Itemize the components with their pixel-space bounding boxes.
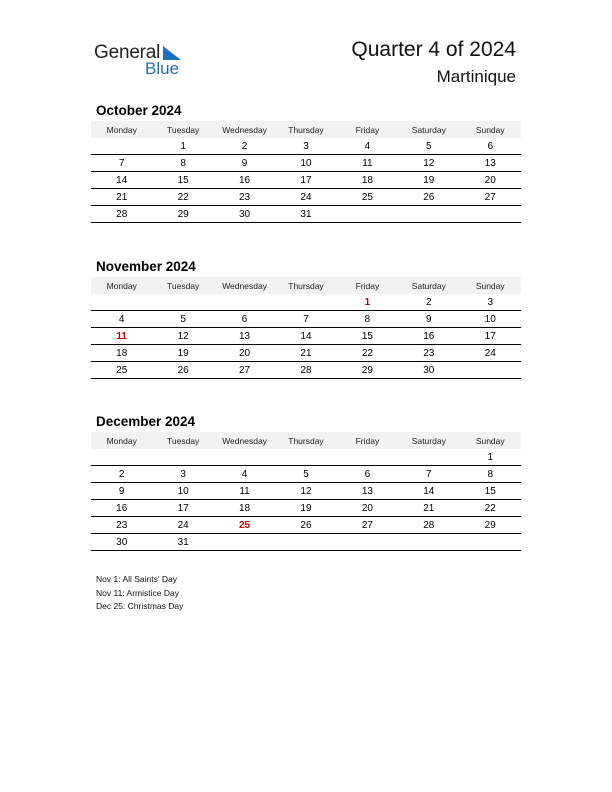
holiday-entry: Dec 25: Christmas Day <box>96 601 184 611</box>
weekday-label: Monday <box>106 435 137 446</box>
page-subtitle: Martinique <box>436 67 516 86</box>
month-title: November 2024 <box>96 259 196 274</box>
day-cell: 15 <box>361 330 373 342</box>
day-cell: 13 <box>484 157 496 169</box>
day-cell: 5 <box>303 468 309 480</box>
day-cell: 4 <box>241 468 248 480</box>
weekday-label: Wednesday <box>222 280 267 291</box>
day-cell: 23 <box>423 347 435 359</box>
day-cell: 17 <box>484 330 496 342</box>
day-cell: 10 <box>484 313 496 325</box>
week-row <box>91 189 521 206</box>
holiday-entry: Nov 1: All Saints' Day <box>96 574 177 584</box>
week-row <box>91 311 521 328</box>
day-cell: 29 <box>484 519 496 531</box>
day-cell: 18 <box>238 502 251 514</box>
day-cell: 27 <box>238 364 251 376</box>
weekday-header-row <box>91 121 521 138</box>
day-cell: 16 <box>238 174 251 186</box>
day-cell: 25 <box>116 364 128 376</box>
day-cell: 21 <box>423 502 435 514</box>
week-row <box>91 138 521 155</box>
day-cell: 30 <box>116 536 128 548</box>
weekday-label: Friday <box>355 124 380 135</box>
week-row <box>91 517 521 534</box>
week-row <box>91 483 521 500</box>
week-row <box>91 294 521 311</box>
day-cell: 28 <box>423 519 435 531</box>
day-cell: 8 <box>180 157 186 169</box>
weekday-label: Wednesday <box>222 124 267 135</box>
day-cell: 14 <box>116 174 128 186</box>
weekday-label: Thursday <box>288 435 324 446</box>
weekday-label: Monday <box>106 124 137 135</box>
day-cell: 24 <box>177 519 189 531</box>
day-cell: 11 <box>362 157 373 169</box>
weekday-label: Tuesday <box>166 124 200 135</box>
day-cell: 9 <box>118 485 125 497</box>
day-cell: 24 <box>484 347 496 359</box>
day-cell: 28 <box>300 364 312 376</box>
day-cell: 10 <box>300 157 312 169</box>
day-cell: 2 <box>426 296 432 308</box>
day-cell: 16 <box>423 330 435 342</box>
day-cell: 3 <box>180 468 186 480</box>
day-cell: 17 <box>300 174 312 186</box>
day-cell: 7 <box>426 468 432 480</box>
week-row <box>91 362 521 379</box>
logo-blue-text: Blue <box>145 59 180 78</box>
month-november <box>91 257 521 379</box>
weekday-label: Thursday <box>288 280 324 291</box>
weekday-label: Tuesday <box>166 435 200 446</box>
day-cell: 29 <box>177 208 189 220</box>
day-cell: 6 <box>241 313 248 325</box>
day-cell: 27 <box>484 191 496 203</box>
day-cell: 27 <box>361 519 373 531</box>
day-cell: 1 <box>487 451 494 463</box>
day-cell: 11 <box>239 485 250 497</box>
day-cell: 21 <box>116 191 128 203</box>
holiday-entry: Nov 11: Armistice Day <box>96 587 179 598</box>
day-cell: 30 <box>238 208 251 220</box>
day-cell: 19 <box>177 347 189 359</box>
day-cell: 29 <box>361 364 373 376</box>
day-cell: 20 <box>361 502 373 514</box>
weekday-label: Sunday <box>475 124 505 135</box>
day-cell: 20 <box>484 174 496 186</box>
weekday-label: Saturday <box>411 124 446 135</box>
weekday-label: Wednesday <box>222 435 267 446</box>
day-cell: 16 <box>116 502 128 514</box>
day-cell: 13 <box>361 485 373 497</box>
day-cell: 19 <box>423 174 435 186</box>
day-cell: 8 <box>487 468 494 480</box>
day-cell: 2 <box>118 468 125 480</box>
day-cell: 22 <box>361 347 373 359</box>
weekday-label: Saturday <box>411 280 446 291</box>
day-cell: 8 <box>364 313 371 325</box>
day-cell: 9 <box>426 313 432 325</box>
day-cell: 25 <box>361 191 373 203</box>
weekday-label: Friday <box>355 280 380 291</box>
day-cell: 26 <box>423 191 435 203</box>
holiday-list <box>96 573 183 614</box>
day-cell: 21 <box>300 347 312 359</box>
day-cell: 3 <box>487 296 494 308</box>
day-cell: 22 <box>177 191 189 203</box>
weekday-label: Sunday <box>475 435 505 446</box>
week-row <box>91 172 521 189</box>
weekday-label: Friday <box>355 435 380 446</box>
week-row <box>91 345 521 362</box>
week-row <box>91 206 521 223</box>
day-cell: 28 <box>116 208 128 220</box>
day-cell: 5 <box>426 140 432 152</box>
day-cell: 23 <box>238 191 251 203</box>
month-title: October 2024 <box>96 103 182 118</box>
day-cell: 19 <box>300 502 312 514</box>
day-cell: 18 <box>116 347 128 359</box>
day-cell: 26 <box>300 519 312 531</box>
day-cell: 12 <box>423 157 435 169</box>
day-cell: 15 <box>177 174 189 186</box>
holiday-day-cell: 1 <box>364 296 371 308</box>
week-row <box>91 500 521 517</box>
day-cell: 30 <box>423 364 435 376</box>
day-cell: 24 <box>300 191 312 203</box>
weekday-label: Tuesday <box>166 280 200 291</box>
day-cell: 5 <box>180 313 186 325</box>
day-cell: 23 <box>116 519 128 531</box>
day-cell: 1 <box>180 140 186 152</box>
day-cell: 17 <box>177 502 189 514</box>
month-december <box>91 412 521 551</box>
day-cell: 13 <box>238 330 251 342</box>
generalblue-logo <box>94 40 194 80</box>
week-row <box>91 328 521 345</box>
day-cell: 2 <box>241 140 248 152</box>
logo-general-text: General <box>94 42 161 63</box>
weekday-label: Sunday <box>475 280 505 291</box>
week-row <box>91 466 521 483</box>
page-title: Quarter 4 of 2024 <box>351 38 516 61</box>
weekday-header-row <box>91 277 521 294</box>
day-cell: 12 <box>300 485 312 497</box>
day-cell: 31 <box>300 208 312 220</box>
weekday-header-row <box>91 432 521 449</box>
week-row <box>91 449 521 466</box>
month-title: December 2024 <box>96 414 196 429</box>
month-october <box>91 101 521 223</box>
day-cell: 22 <box>484 502 496 514</box>
week-row <box>91 534 521 551</box>
day-cell: 7 <box>118 157 125 169</box>
day-cell: 26 <box>177 364 189 376</box>
weekday-label: Thursday <box>288 124 324 135</box>
day-cell: 12 <box>177 330 189 342</box>
weekday-label: Monday <box>106 280 137 291</box>
day-cell: 10 <box>177 485 189 497</box>
day-cell: 31 <box>177 536 189 548</box>
week-row <box>91 155 521 172</box>
day-cell: 15 <box>484 485 496 497</box>
weekday-label: Saturday <box>411 435 446 446</box>
day-cell: 4 <box>364 140 371 152</box>
holiday-day-cell: 25 <box>238 519 251 531</box>
day-cell: 6 <box>487 140 494 152</box>
day-cell: 9 <box>241 157 248 169</box>
day-cell: 14 <box>300 330 312 342</box>
day-cell: 4 <box>118 313 125 325</box>
day-cell: 14 <box>423 485 435 497</box>
day-cell: 3 <box>303 140 309 152</box>
day-cell: 6 <box>364 468 371 480</box>
day-cell: 20 <box>238 347 251 359</box>
holiday-day-cell: 11 <box>116 330 127 342</box>
day-cell: 18 <box>361 174 373 186</box>
day-cell: 7 <box>303 313 309 325</box>
